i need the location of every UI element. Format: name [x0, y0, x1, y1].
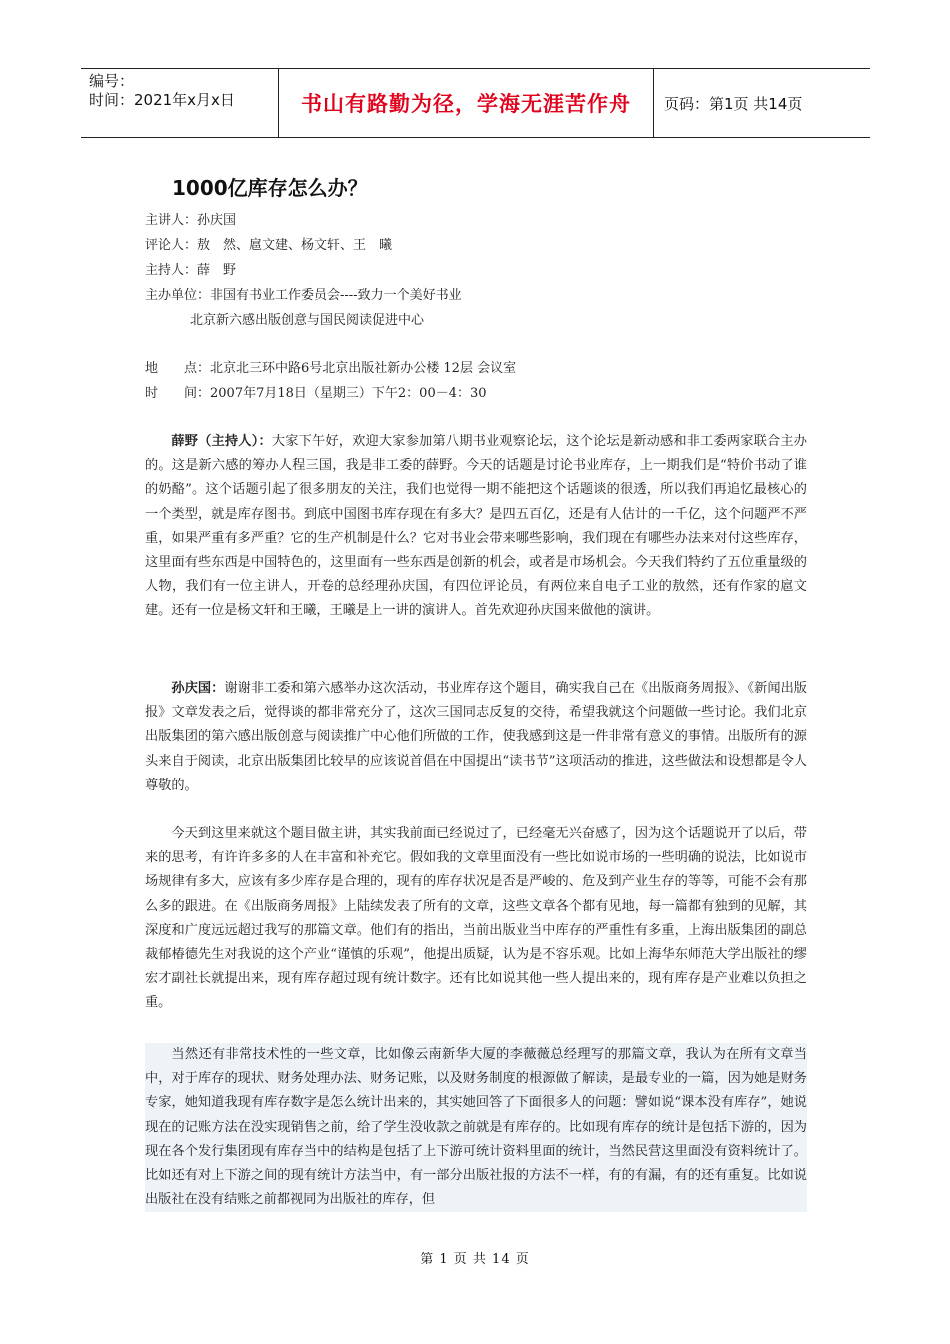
- motto: 书山有路勤为径，学海无涯苦作舟: [279, 69, 654, 137]
- meta-commentators: 评论人：敖 然、扈文建、杨文轩、王 曦: [145, 238, 393, 253]
- paragraph-text: 大家下午好，欢迎大家参加第八期书业观察论坛，这个论坛是新动感和非工委两家联合主办的。这是新六感的筹办人程三国，我是非工委的薛野。今天的话题是讨论书业库存，上一期我们是“特价书动了谁的奶酪”。这个话题引起了很多朋友的关注，我们也觉得一期不能把这个话题谈的很透，所以我们再追忆最核心的一个类型，就是库存图书。到底中国图书库存现在有多大？是四五百亿，还是有人估计的一千亿，这个问题严不严重，如果严重有多严重？它的生产机制是什么？它对书业会带来哪些影响，我们现在有哪些办法来对付这些库存，这里面有些东西是中国特色的，这里面有一些东西是创新的机会，或者是市场机会。今天我们特约了五位重量级的人物，我们有一位主讲人，开卷的总经理孙庆国，有四位评论员，有两位来自电子工业的敖然，还有作家的扈文建。还有一位是杨文轩和王曦，王曦是上一讲的演讲人。首先欢迎孙庆国来做他的演讲。: [145, 434, 807, 619]
- paragraph-text: 今天到这里来就这个题目做主讲，其实我前面已经说过了，已经毫无兴奋感了，因为这个话题说开了以后，带来的思考，有许许多多的人在丰富和补充它。假如我的文章里面没有一些比如说市场的一些明确的说法，比如说市场规律有多大，应该有多少库存是合理的，现有的库存状况是否是严峻的、危及到产业生存的等等，可能不会有那么多的跟进。在《出版商务周报》上陆续发表了所有的文章，这些文章各个都有见地，每一篇都有独到的见解，其深度和广度远远超过我写的那篇文章。他们有的指出，当前出版业当中库存的严重性有多重，上海出版集团的副总裁郁椿德先生对我说的这个产业“谨慎的乐观”，他提出质疑，认为是不容乐观。比如上海华东师范大学出版社的缪宏才副社长就提出来，现有库存超过现有统计数字。还有比如说其他一些人提出来的，现有库存是产业难以负担之重。: [145, 826, 807, 1011]
- paragraph-text: 当然还有非常技术性的一些文章，比如像云南新华大厦的李薇薇总经理写的那篇文章，我认为在所有文章当中，对于库存的现状、财务处理办法、财务记账，以及财务制度的根源做了解读，是最专业的一篇，因为她是财务专家，她知道我现有库存数字是怎么统计出来的，其实她回答了下面很多人的问题：譬如说“课本没有库存”，她说现在的记账方法在没实现销售之前，给了学生没收款之前就是有库存的。比如现有库存的统计是包括下游的，因为现在各个发行集团现有库存当中的结构是包括了上下游可统计资料里面的统计，当然民营这里面没有资料统计了。比如还有对上下游之间的现有统计方法当中，有一部分出版社报的方法不一样，有的有漏，有的还有重复。比如说出版社在没有结账之前都视同为出版社的库存，但: [145, 1047, 807, 1208]
- meta-location: 地 点：北京北三环中路6号北京出版社新办公楼 12层 会议室: [145, 361, 517, 376]
- time-label: 时间：2021年x月x日: [89, 91, 235, 109]
- document-title: 1000亿库存怎么办？: [172, 176, 368, 200]
- paragraph-2: [145, 677, 807, 798]
- meta-block: [145, 208, 462, 333]
- header-left-cell: [81, 69, 279, 137]
- meta-organizer: 主办单位：非国有书业工作委员会----致力一个美好书业: [145, 288, 462, 303]
- header-table: [81, 68, 870, 138]
- speaker-label: 孙庆国：: [171, 681, 225, 696]
- paragraph-text: 谢谢非工委和第六感举办这次活动，书业库存这个题目，确实我自己在《出版商务周报》、《新闻出版报》文章发表之后，觉得谈的都非常充分了，这次三国同志反复的交待，希望我就这个问题做一些讨论。我们北京出版集团的第六感出版创意与阅读推广中心他们所做的工作，使我感到这是一件非常有意义的事情。出版所有的源头来自于阅读，北京出版集团比较早的应该说首倡在中国提出“读书节”这项活动的推进，这些做法和设想都是令人尊敬的。: [145, 681, 807, 793]
- speaker-label: 薛野（主持人）：: [171, 434, 272, 449]
- number-label: 编号：: [89, 72, 135, 90]
- meta-block-2: [145, 356, 516, 406]
- meta-host: 主持人：薛 野: [145, 263, 237, 278]
- paragraph-3: [145, 822, 807, 1016]
- meta-time: 时 间：2007年7月18日（星期三）下午2：00－4：30: [145, 386, 487, 401]
- meta-speaker: 主讲人：孙庆国: [145, 213, 237, 228]
- meta-organizer-2: 北京新六感出版创意与国民阅读促进中心: [190, 313, 425, 328]
- paragraph-1: [145, 430, 807, 624]
- page-label: 页码：第1页 共14页: [664, 94, 803, 113]
- paragraph-4: [145, 1043, 807, 1212]
- page-footer: 第 1 页 共 14 页: [420, 1252, 530, 1267]
